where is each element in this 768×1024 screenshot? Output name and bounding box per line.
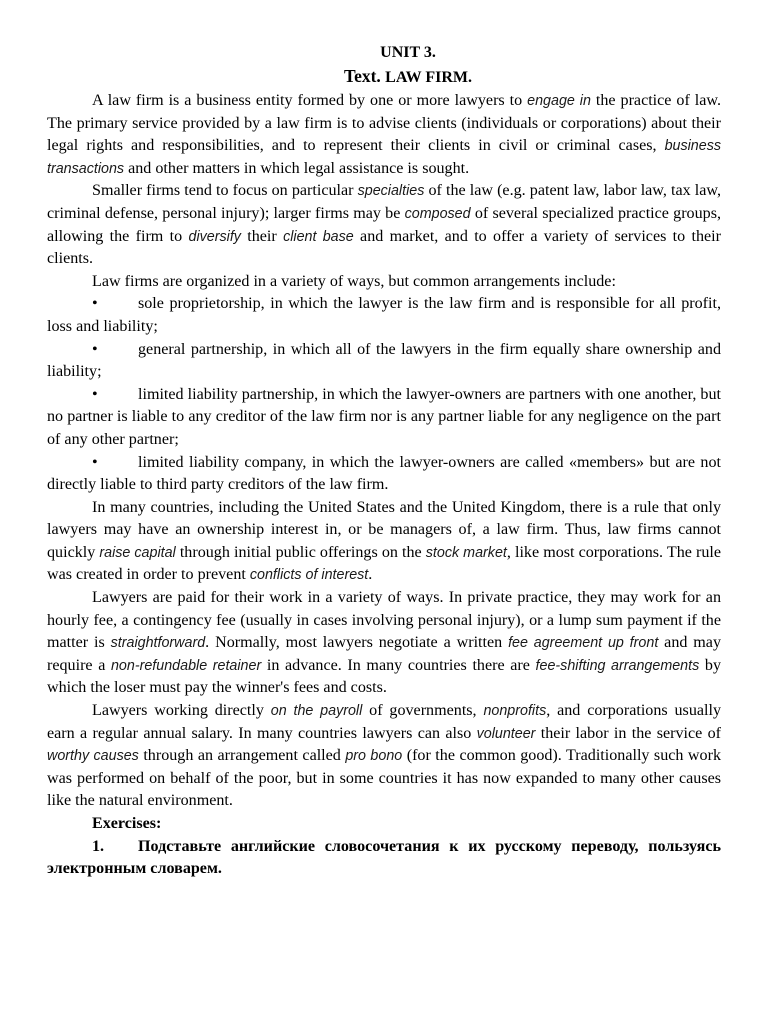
paragraph-text: of the law (e.g. patent law, labor law, tax law, criminal defense, personal injury); larger firms may be (47, 182, 721, 222)
bullet-text: limited liability company, in which the lawyer-owners are called «members» but are not directly liable to third party creditors of the law firm. (47, 453, 721, 494)
term-raise-capital: raise capital (99, 544, 176, 561)
bullet-item-limited-liability-company (47, 452, 721, 497)
paragraph-text: . Normally, most lawyers negotiate a written (205, 634, 509, 652)
term-fee-shifting-arrangements: fee-shifting arrangements (535, 657, 700, 674)
paragraph-text: the practice of law. The primary service provided by a law firm is to advise clients (individuals or corporations) about their legal rights and responsibilities, and to represent their clients in civil or criminal cases, (47, 92, 721, 155)
term-pro-bono: pro bono (345, 748, 403, 765)
paragraph-text: , like most corporations. The rule was created in order to prevent (47, 543, 721, 584)
term-fee-agreement-up-front: fee agreement up front (508, 635, 659, 652)
term-composed: composed (404, 205, 471, 222)
paragraph-text: of governments, (362, 702, 484, 720)
bullet-item-limited-liability-partnership (47, 384, 721, 452)
exercise-text: Подставьте английские словосочетания к их русскому переводу, пользуясь электронным словарем. (47, 837, 721, 878)
term-stock-market: stock market (425, 544, 507, 561)
term-engage-in: engage in (527, 93, 591, 109)
term-nonprofits: nonprofits (483, 703, 547, 720)
bullet-text: sole proprietorship, in which the lawyer is the law firm and is responsible for all profit, loss and liability; (47, 295, 721, 335)
document-page (47, 42, 721, 881)
paragraph-text: , and corporations usually earn a regular annual salary. In many countries lawyers can also (47, 702, 722, 742)
bullet-icon: • (92, 340, 98, 358)
term-diversify: diversify (188, 228, 241, 245)
paragraph-text: and may require a (47, 634, 721, 674)
term-worthy-causes: worthy causes (47, 748, 139, 765)
paragraph-5 (47, 587, 721, 700)
bullet-icon: • (92, 453, 98, 471)
paragraph-text: Smaller firms tend to focus on particular (92, 182, 358, 200)
paragraph-3: Law firms are organized in a variety of ways, but common arrangements include: (92, 272, 616, 290)
paragraph-text: through an arrangement called (138, 747, 346, 765)
paragraph-6 (47, 700, 721, 813)
exercises-heading: Exercises: (92, 815, 162, 832)
paragraph-text: in advance. In many countries there are (261, 656, 536, 674)
paragraph-text: . (368, 566, 373, 584)
bullet-icon: • (92, 295, 98, 313)
bullet-text: limited liability partnership, in which the lawyer-owners are partners with one another, but no partner is liable to any creditor of the law firm nor is any partner liable for any negligence on the part of any other partner; (47, 385, 721, 448)
term-non-refundable-retainer: non-refundable retainer (110, 657, 262, 674)
exercise-number: 1. (92, 837, 105, 855)
unit-heading: UNIT 3. (380, 44, 436, 61)
paragraph-1 (47, 90, 721, 180)
paragraph-text: their labor in the service of (535, 724, 721, 742)
bullet-text: general partnership, in which all of the lawyers in the firm equally share ownership and liability; (47, 340, 721, 381)
term-business-transactions: business transactions (47, 138, 721, 177)
term-volunteer: volunteer (476, 725, 536, 742)
term-on-the-payroll: on the payroll (270, 703, 363, 720)
paragraph-text: and other matters in which legal assistance is sought. (124, 159, 470, 177)
paragraph-text: Lawyers are paid for their work in a variety of ways. In private practice, they may work for an hourly fee, a contingency fee (usually in cases involving personal injury), or a lump sum payment if the matter is (47, 589, 721, 652)
paragraph-4 (47, 497, 721, 587)
paragraph-text: through initial public offerings on the (175, 543, 426, 561)
paragraph-text: by which the loser must pay the winner's fees and costs. (47, 656, 721, 697)
term-specialties: specialties (357, 183, 425, 200)
bullet-item-sole-proprietorship (47, 293, 721, 338)
paragraph-text: A law firm is a business entity formed by one or more lawyers to (92, 92, 528, 109)
exercise-item (47, 836, 721, 881)
paragraph-text: and market, and to offer a variety of services to their clients. (47, 227, 721, 268)
text-title-name: LAW FIRM. (385, 69, 472, 86)
bullet-icon: • (92, 385, 98, 403)
paragraph-text: of several specialized practice groups, allowing the firm to (47, 204, 721, 245)
paragraph-2 (47, 180, 721, 270)
text-title-prefix: Text. (344, 66, 381, 86)
paragraph-text: (for the common good). Traditionally such work was performed on behalf of the poor, but in some countries it has now expanded to many other causes like the natural environment. (47, 747, 721, 810)
bullet-item-general-partnership (47, 339, 721, 384)
term-straightforward: straightforward (110, 635, 206, 652)
paragraph-text: Lawyers working directly (92, 702, 271, 720)
text-title (47, 64, 721, 90)
term-conflicts-of-interest: conflicts of interest (249, 567, 369, 584)
paragraph-text: their (240, 227, 284, 245)
term-client-base: client base (283, 228, 354, 245)
paragraph-text: In many countries, including the United States and the United Kingdom, there is a rule that only lawyers may have an ownership interest in, or be managers of, a law firm. Thus, law firms cannot quickly (47, 498, 721, 561)
